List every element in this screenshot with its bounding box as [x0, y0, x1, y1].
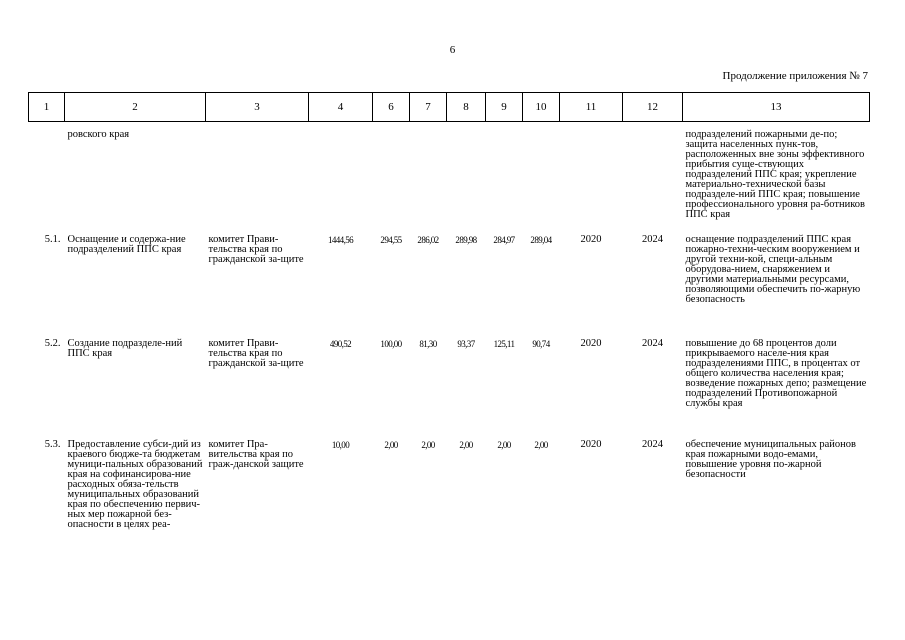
header-col-10: 10	[523, 93, 560, 122]
row-start-year: 2020	[580, 338, 602, 349]
header-row	[29, 93, 870, 122]
row-name: ровского края	[67, 129, 130, 140]
header-col-2: 2	[65, 93, 206, 122]
row-name: Предоставление субси-дий из краевого бюдже-та бюджетам муници-пальных образований края на софинансирова-ние расходных обяза-тельств муниципальных образований края по обеспечению первич-ных мер пожарной без-опасности в целях реа-	[67, 439, 203, 530]
row-total: 1444,56	[327, 235, 354, 245]
row-name: Оснащение и содержа-ние подразделений ППС края	[67, 234, 186, 255]
table-row-continuation	[29, 122, 870, 236]
page-number: 6	[449, 44, 456, 56]
row-result: повышение до 68 процентов доли прикрываемого населе-ния края подразделениями ППС, в процентах от общего количества населения края; возведение пожарных депо; размещение подразделений Противопожарной службы края	[685, 338, 867, 409]
row-executor: комитет Прави-тельства края по гражданской за-щите	[208, 338, 304, 369]
row-value-6: 2,00	[384, 440, 398, 450]
row-code: 5.3.	[44, 439, 61, 450]
header-col-6: 6	[373, 93, 410, 122]
row-value-9: 284,97	[493, 235, 515, 245]
header-col-9: 9	[486, 93, 523, 122]
row-value-7: 81,30	[419, 339, 437, 349]
row-value-8: 289,98	[455, 235, 477, 245]
header-col-4: 4	[309, 93, 373, 122]
row-value-7: 2,00	[421, 440, 435, 450]
row-total: 490,52	[329, 339, 352, 349]
row-value-8: 93,37	[457, 339, 475, 349]
header-col-7: 7	[410, 93, 447, 122]
row-value-8: 2,00	[459, 440, 473, 450]
row-value-9: 2,00	[497, 440, 511, 450]
header-col-12: 12	[623, 93, 683, 122]
row-start-year: 2020	[580, 439, 602, 450]
row-result: оснащение подразделений ППС края пожарно-техни-ческим вооружением и другой техни-кой, специ-альным оборудова-нием, снаряжением и другими материальными ресурсами, позволяющими обеспечить по-жарную безопасность	[685, 234, 861, 305]
row-executor: комитет Пра-вительства края по граж-данской защите	[208, 439, 304, 470]
header-col-13: 13	[683, 93, 870, 122]
header-col-3: 3	[206, 93, 309, 122]
header-col-1: 1	[29, 93, 65, 122]
row-result: обеспечение муниципальных районов края пожарными водо-емами, повышение уровня по-жарной безопасности	[685, 439, 856, 480]
row-executor: комитет Прави-тельства края по гражданской за-щите	[208, 234, 304, 265]
row-name: Создание подразделе-ний ППС края	[67, 338, 183, 359]
header-col-8: 8	[447, 93, 486, 122]
row-end-year: 2024	[642, 338, 663, 349]
row-value-9: 125,11	[493, 339, 515, 349]
row-value-6: 100,00	[380, 339, 402, 349]
row-result: подразделений пожарными де-по; защита населенных пунк-тов, расположенных вне зоны эффективного прибытия суще-ствующих подразделений ППС края; укрепление материально-технической базы подразделе-ний ППС края; повышение профессионального уровня ра-ботников ППС края	[685, 129, 865, 220]
row-value-6: 294,55	[380, 235, 402, 245]
program-table	[28, 92, 870, 580]
row-value-10: 90,74	[532, 339, 550, 349]
row-end-year: 2024	[642, 439, 663, 450]
row-value-10: 2,00	[534, 440, 548, 450]
table-row	[29, 339, 870, 440]
table-row	[29, 235, 870, 339]
row-code: 5.1.	[44, 234, 61, 245]
row-value-10: 289,04	[530, 235, 552, 245]
table-row	[29, 440, 870, 580]
row-start-year: 2020	[580, 234, 602, 245]
row-total: 10,00	[331, 440, 350, 450]
row-value-7: 286,02	[417, 235, 439, 245]
row-end-year: 2024	[642, 234, 663, 245]
row-code: 5.2.	[44, 338, 61, 349]
continuation-label: Продолжение приложения № 7	[722, 70, 868, 82]
header-col-11: 11	[560, 93, 623, 122]
